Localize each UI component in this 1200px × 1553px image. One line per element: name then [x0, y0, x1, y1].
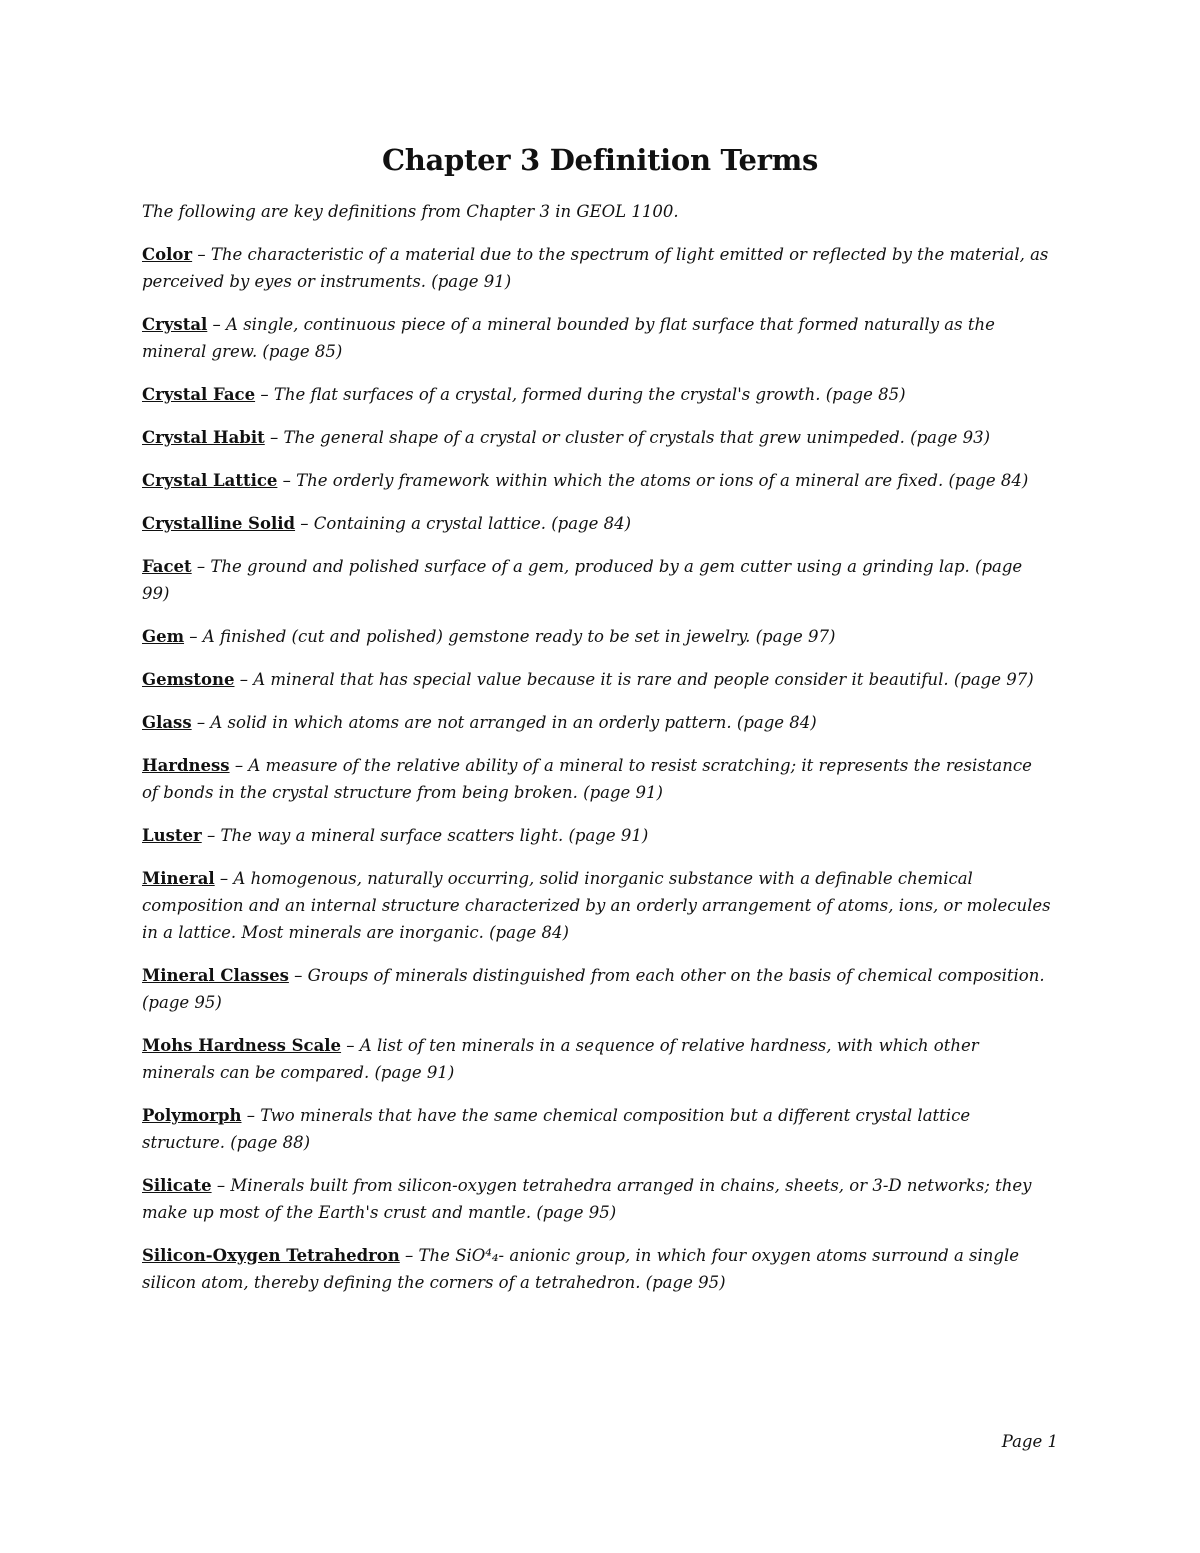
definitions-content [142, 199, 1052, 1312]
definition-entry [142, 241, 1052, 295]
definition-term: Mineral Classes [142, 966, 289, 985]
definition-term: Mineral [142, 869, 215, 888]
definition-entry [142, 467, 1052, 494]
definition-entry [142, 865, 1052, 946]
definition-text: – Groups of minerals distinguished from each other on the basis of chemical composition. (page 95) [142, 966, 1045, 1012]
definition-term: Mohs Hardness Scale [142, 1036, 342, 1055]
definition-term: Facet [142, 557, 192, 576]
definition-term: Silicon-Oxygen Tetrahedron [142, 1246, 400, 1265]
definition-text: – A solid in which atoms are not arranged in an orderly pattern. (page 84) [191, 713, 817, 732]
definition-entry [142, 553, 1052, 607]
definition-term: Crystalline Solid [142, 514, 296, 533]
definition-text: – The ground and polished surface of a gem, produced by a gem cutter using a grinding lap. (page 99) [142, 557, 1023, 603]
definition-term: Color [142, 245, 193, 264]
definition-list [142, 241, 1052, 1296]
definition-text: – A measure of the relative ability of a mineral to resist scratching; it represents the resistance of bonds in the crystal structure from being broken. (page 91) [142, 756, 1032, 802]
definition-text: – A mineral that has special value because it is rare and people consider it beautiful. (page 97) [234, 670, 1034, 689]
definition-entry [142, 822, 1052, 849]
definition-entry [142, 1172, 1052, 1226]
definition-text: – A list of ten minerals in a sequence of relative hardness, with which other minerals can be compared. (page 91) [142, 1036, 979, 1082]
page-number: Page 1 [1001, 1432, 1058, 1451]
definition-text: – Containing a crystal lattice. (page 84) [295, 514, 632, 533]
definition-text: – The way a mineral surface scatters light. (page 91) [201, 826, 649, 845]
definition-entry [142, 709, 1052, 736]
definition-text: – The SiO⁴₄- anionic group, in which four oxygen atoms surround a single silicon atom, thereby defining the corners of a tetrahedron. (page 95) [142, 1246, 1020, 1292]
definition-term: Crystal [142, 315, 208, 334]
definition-text: – The flat surfaces of a crystal, formed during the crystal's growth. (page 85) [255, 385, 906, 404]
definition-term: Silicate [142, 1176, 212, 1195]
definition-text: – The orderly framework within which the atoms or ions of a mineral are fixed. (page 84) [277, 471, 1029, 490]
definition-text: – A finished (cut and polished) gemstone ready to be set in jewelry. (page 97) [184, 627, 836, 646]
definition-entry [142, 424, 1052, 451]
definition-entry [142, 962, 1052, 1016]
definition-entry [142, 1102, 1052, 1156]
definition-entry [142, 381, 1052, 408]
definition-text: – A single, continuous piece of a mineral bounded by flat surface that formed naturally as the mineral grew. (page 85) [142, 315, 995, 361]
definition-entry [142, 1242, 1052, 1296]
definition-entry [142, 752, 1052, 806]
definition-term: Crystal Lattice [142, 471, 278, 490]
definition-term: Glass [142, 713, 192, 732]
definition-term: Crystal Habit [142, 428, 265, 447]
definition-text: – Two minerals that have the same chemical composition but a different crystal lattice structure. (page 88) [142, 1106, 971, 1152]
page-title: Chapter 3 Definition Terms [381, 143, 819, 177]
definition-entry [142, 1032, 1052, 1086]
definition-term: Luster [142, 826, 202, 845]
definition-text: – The characteristic of a material due to the spectrum of light emitted or reflected by the material, as perceived by eyes or instruments. (page 91) [142, 245, 1049, 291]
definition-entry [142, 623, 1052, 650]
definition-term: Polymorph [142, 1106, 242, 1125]
definition-term: Hardness [142, 756, 230, 775]
definition-entry [142, 510, 1052, 537]
definition-term: Gem [142, 627, 185, 646]
definition-entry [142, 311, 1052, 365]
definition-text: – A homogenous, naturally occurring, solid inorganic substance with a definable chemical composition and an internal structure characterized by an orderly arrangement of atoms, ions, or molecules in a lattice. Most minerals are inorganic. (page 84) [142, 869, 1051, 942]
definition-term: Gemstone [142, 670, 235, 689]
definition-text: – Minerals built from silicon-oxygen tetrahedra arranged in chains, sheets, or 3-D networks; they make up most of the Earth's crust and mantle. (page 95) [142, 1176, 1032, 1222]
definition-entry [142, 666, 1052, 693]
definition-text: – The general shape of a crystal or cluster of crystals that grew unimpeded. (page 93) [264, 428, 991, 447]
intro-text: The following are key definitions from Chapter 3 in GEOL 1100. [142, 202, 679, 221]
definition-term: Crystal Face [142, 385, 256, 404]
